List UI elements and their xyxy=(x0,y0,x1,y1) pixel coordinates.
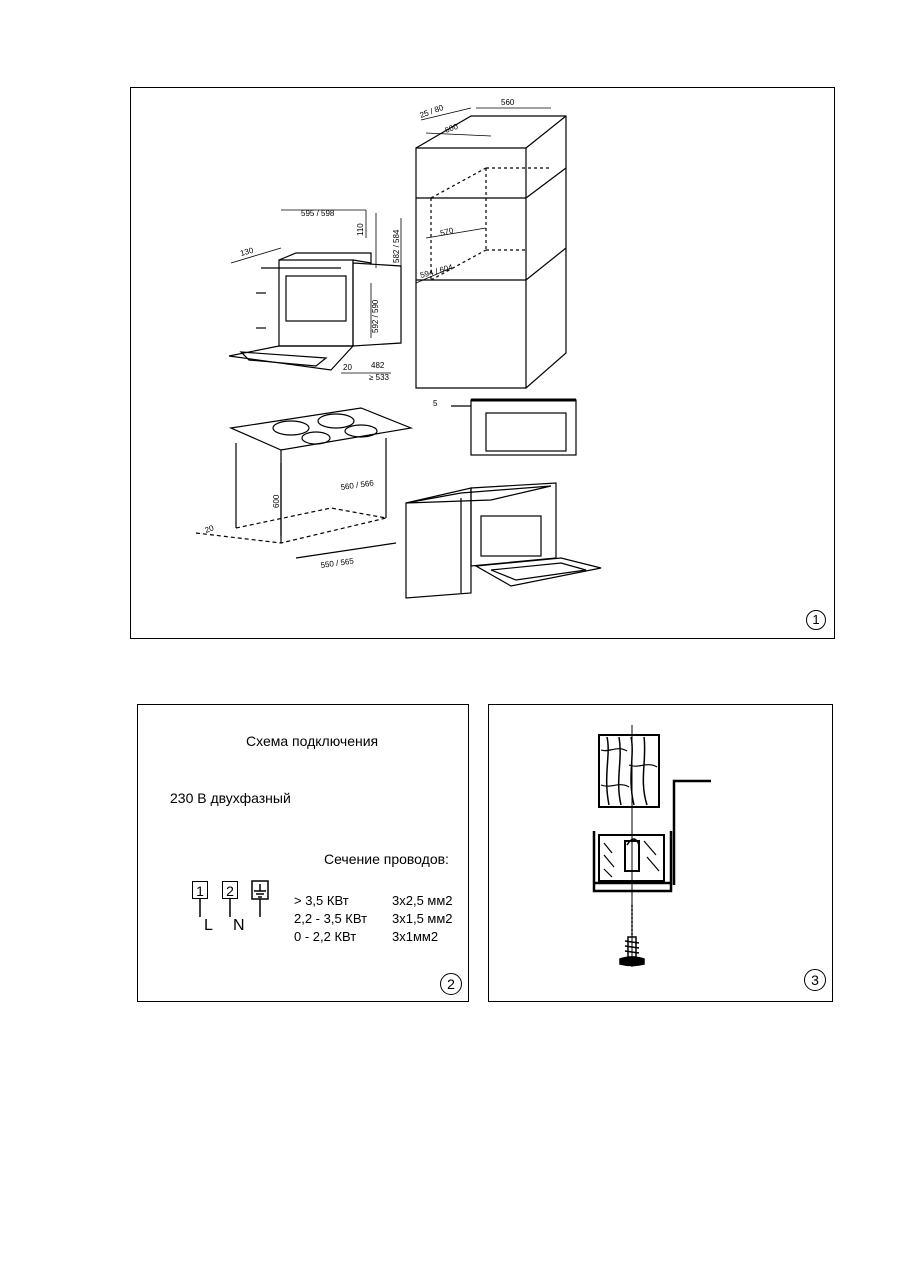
dim-560-mid: 560 / 566 xyxy=(340,478,375,492)
figure-2-wiring-diagram xyxy=(137,704,469,1002)
line-label: L xyxy=(204,917,213,934)
figure-number-badge: 2 xyxy=(440,973,462,995)
dim-560-top: 560 xyxy=(501,98,515,107)
supply-voltage: 230 В двухфазный xyxy=(170,790,291,806)
wire-section-heading: Сечение проводов: xyxy=(324,851,449,867)
dim-25-80: 25 / 80 xyxy=(418,103,445,120)
figure-3-screw-mounting xyxy=(488,704,833,1002)
dim-130: 130 xyxy=(239,245,255,258)
tall-cabinet xyxy=(416,116,566,388)
section-row-2: 3х1,5 мм2 xyxy=(392,911,453,926)
wiring-title: Схема подключения xyxy=(246,733,379,749)
dim-582-584: 582 / 584 xyxy=(392,229,401,263)
dim-20: 20 xyxy=(343,363,352,372)
neutral-label: N xyxy=(233,917,245,934)
power-row-2: 2,2 - 3,5 КВт xyxy=(294,911,368,926)
screw-icon xyxy=(620,937,644,967)
dim-570: 570 xyxy=(439,225,455,238)
dim-482: 482 xyxy=(371,361,385,370)
dim-5: 5 xyxy=(433,399,438,408)
dim-600: 600 xyxy=(443,121,460,135)
cooktop-cabinet xyxy=(196,408,411,558)
screw-mounting-drawing xyxy=(489,705,834,1003)
cabinet-section-detail xyxy=(451,400,576,455)
section-row-1: 3х2,5 мм2 xyxy=(392,893,453,908)
terminal-2: 2 xyxy=(222,881,238,899)
section-row-3: 3х1мм2 xyxy=(392,929,439,944)
dim-600-side: 600 xyxy=(272,494,281,508)
dim-550-565: 550 / 565 xyxy=(320,556,355,570)
earth-icon xyxy=(252,881,268,899)
terminal-leads xyxy=(138,705,470,1003)
installation-drawing xyxy=(131,88,836,640)
dim-533: ≥ 533 xyxy=(369,373,389,382)
dim-594-604: 594 / 604 xyxy=(419,262,454,280)
dim-20-bottom: 20 xyxy=(203,523,216,535)
power-row-3: 0 - 2,2 КВт xyxy=(294,929,357,944)
figure-1-installation-dimensions xyxy=(130,87,835,639)
dim-592-590: 592 / 590 xyxy=(371,299,380,333)
figure-number-badge: 1 xyxy=(806,610,826,630)
terminal-1: 1 xyxy=(192,881,208,899)
wood-panel xyxy=(599,735,659,807)
oven-in-cabinet xyxy=(406,483,601,598)
dim-595-598: 595 / 598 xyxy=(301,209,335,218)
power-row-1: > 3,5 КВт xyxy=(294,893,349,908)
dim-110: 110 xyxy=(356,223,365,236)
figure-number-badge: 3 xyxy=(804,969,826,991)
